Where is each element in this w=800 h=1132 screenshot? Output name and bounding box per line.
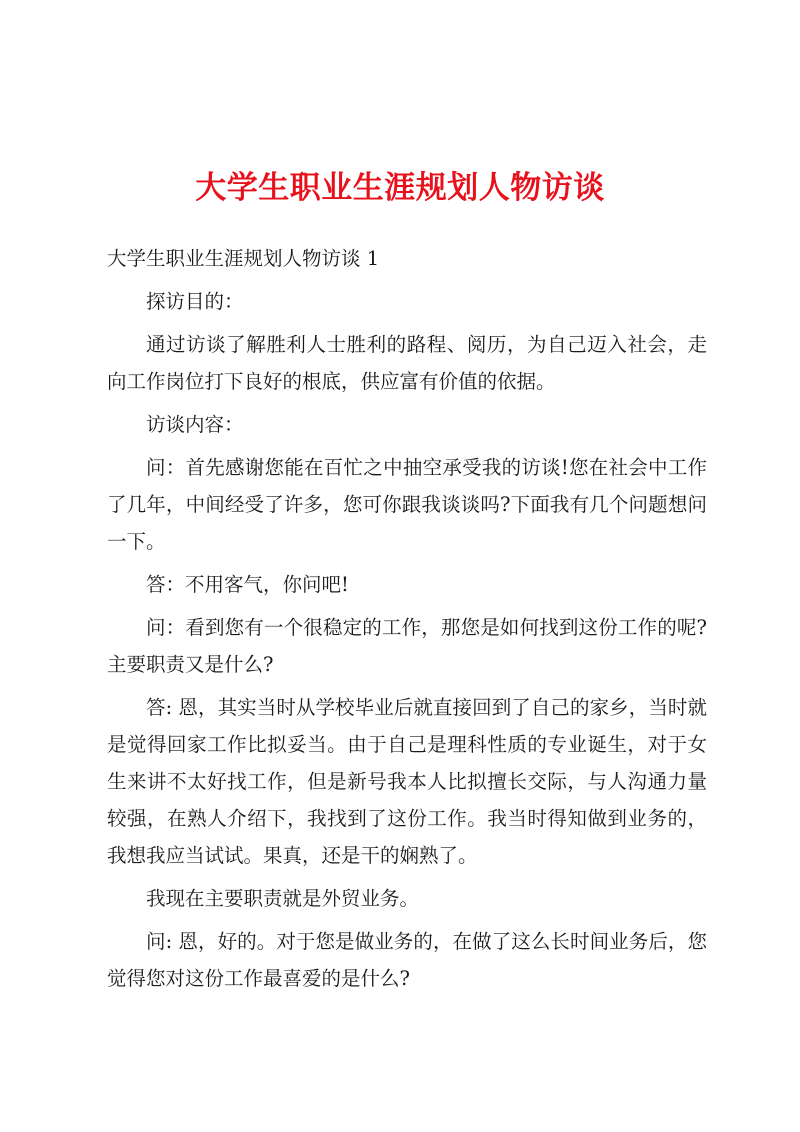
section-heading: 大学生职业生涯规划人物访谈 1 <box>107 247 380 270</box>
paragraph-question-2: 问：看到您有一个很稳定的工作，那您是如何找到这份工作的呢?主要职责又是什么? <box>107 616 707 676</box>
paragraph-purpose-label: 探访目的： <box>146 290 244 313</box>
paragraph-purpose: 通过访谈了解胜利人士胜利的路程、阅历，为自己迈入社会，走向工作岗位打下良好的根底，供应富有价值的依据。 <box>107 333 707 393</box>
document-title: 大学生职业生涯规划人物访谈 <box>195 170 605 206</box>
paragraph-answer-2: 答: 恩，其实当时从学校毕业后就直接回到了自己的家乡，当时就是觉得回家工作比拟妥当。由于自己是理科性质的专业诞生，对于女生来讲不太好找工作，但是新号我本人比拟擅长交际，与人沟通力量较强，在熟人介绍下，我找到了这份工作。我当时得知做到业务的，我想我应当试试。果真，还是干的娴熟了。 <box>107 696 707 867</box>
paragraph-content-label: 访谈内容： <box>146 413 244 436</box>
paragraph-answer-2-cont: 我现在主要职责就是外贸业务。 <box>146 887 420 910</box>
paragraph-answer-1: 答：不用客气，你问吧! <box>146 573 349 596</box>
paragraph-question-1: 问：首先感谢您能在百忙之中抽空承受我的访谈!您在社会中工作了几年，中间经受了许多，您可你跟我谈谈吗?下面我有几个问题想问一下。 <box>107 456 707 553</box>
paragraph-question-3: 问: 恩，好的。对于您是做业务的，在做了这么长时间业务后，您觉得您对这份工作最喜爱的是什么? <box>107 930 707 990</box>
document-body <box>107 240 707 997</box>
